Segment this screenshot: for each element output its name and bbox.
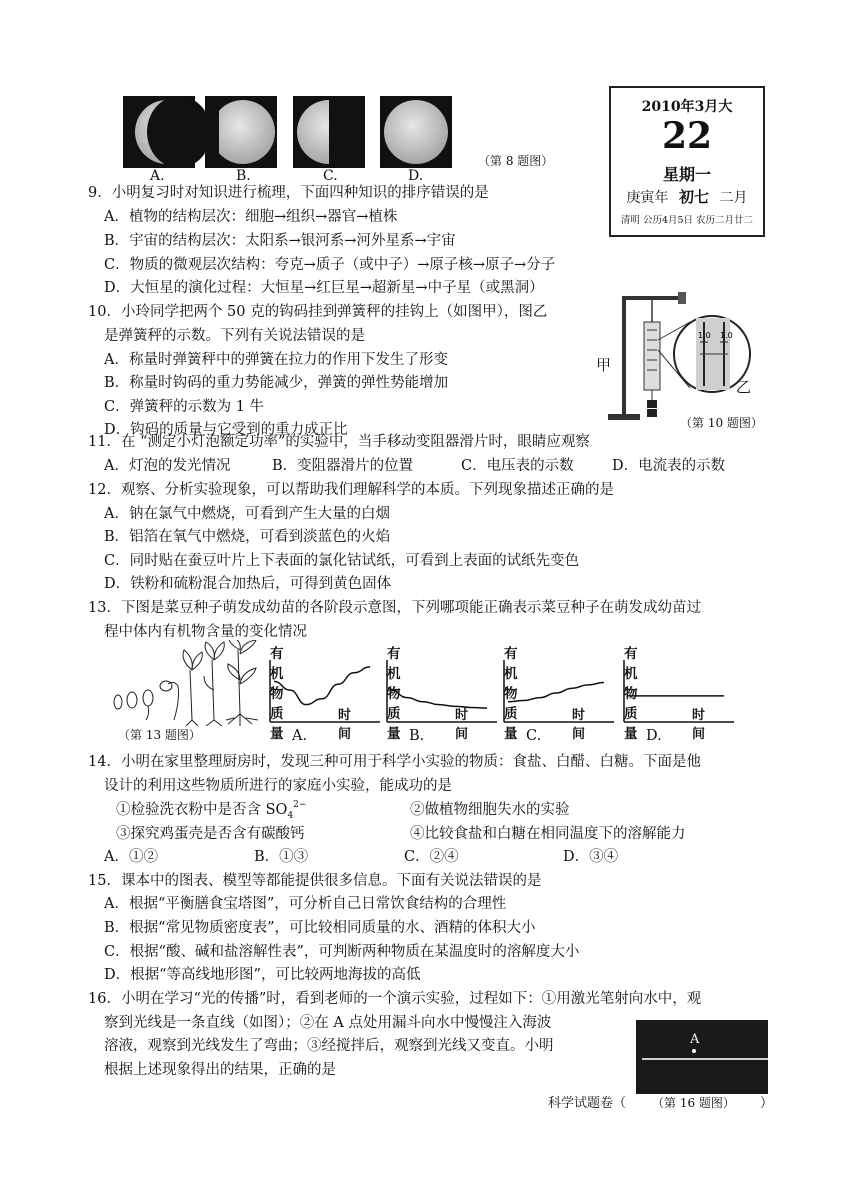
q15-option-c: C．根据“酸、碱和盐溶解性表”，可判断两种物质在某温度时的溶解度大小 bbox=[104, 944, 580, 960]
q12-option-d: D．铁粉和硫粉混合加热后，可得到黄色固体 bbox=[104, 576, 392, 592]
q14-option-b: B．①③ bbox=[254, 849, 309, 865]
point-a-dot bbox=[692, 1049, 696, 1053]
chart-plot bbox=[385, 660, 505, 746]
chart-plot bbox=[268, 660, 388, 746]
q14-item-3: ③探究鸡蛋壳是否含有碳酸钙 bbox=[116, 826, 305, 842]
series-line bbox=[508, 683, 604, 702]
chart-option-letter: C. bbox=[526, 728, 542, 744]
q14-item-2: ②做植物细胞失水的实验 bbox=[410, 802, 570, 818]
chart-ylabel: 有机物质量 bbox=[270, 646, 284, 742]
seedling-figure bbox=[108, 640, 264, 726]
chart-xlabel: 时间 bbox=[572, 708, 586, 742]
scale-mark-right: 1.0 bbox=[720, 331, 733, 340]
calendar-lunar-month: 二月 bbox=[719, 190, 748, 206]
q11-option-a: A．灯泡的发光情况 bbox=[104, 458, 231, 474]
scale-mark-left: 1.0 bbox=[698, 331, 711, 340]
footer-text: 科学试题卷（ bbox=[548, 1096, 627, 1111]
q14-item-1-text: ①检验洗衣粉中是否含 SO bbox=[116, 802, 288, 818]
laser-photo bbox=[636, 1020, 768, 1094]
seedling-drawing bbox=[108, 640, 264, 726]
calendar-footer: 清明 公历4月5日 农历二月廿二 bbox=[620, 215, 754, 226]
footer-end: ） bbox=[760, 1096, 774, 1111]
q9-option-d: D．大恒星的演化过程：大恒星→红巨星→超新星→中子星（或黑洞） bbox=[104, 280, 544, 296]
q11-option-d: D．电流表的示数 bbox=[612, 458, 726, 474]
q14-option-a: A．①② bbox=[104, 849, 158, 865]
q10-stem-2: 是弹簧秤的示数。下列有关说法错误的是 bbox=[104, 328, 365, 344]
q12-option-c: C．同时贴在蚕豆叶片上下表面的氯化钴试纸，可看到上表面的试纸先变色 bbox=[104, 553, 580, 569]
spring-scale-figure bbox=[592, 292, 772, 432]
moon-phase-b bbox=[205, 96, 277, 168]
moon-label-c: C. bbox=[323, 168, 338, 184]
chart-option-letter: B. bbox=[409, 728, 425, 744]
q10-option-a: A．称量时弹簧秤中的弹簧在拉力的作用下发生了形变 bbox=[104, 352, 448, 368]
moon-label-b: B. bbox=[236, 168, 251, 184]
q15-option-a: A．根据“平衡膳食宝塔图”，可分析自己日常饮食结构的合理性 bbox=[104, 896, 507, 912]
laser-beam bbox=[642, 1058, 768, 1060]
q14-option-d: D．③④ bbox=[563, 849, 619, 865]
chart-option-letter: A. bbox=[292, 728, 308, 744]
calendar-lunar bbox=[611, 186, 763, 207]
q9-option-b: B．宇宙的结构层次：太阳系→银河系→河外星系→宇宙 bbox=[104, 233, 456, 249]
q10-stem-1: 10．小玲同学把两个 50 克的钩码挂到弹簧秤的挂钩上（如图甲），图乙 bbox=[88, 304, 548, 320]
fig16-caption: （第 16 题图） bbox=[652, 1096, 735, 1110]
chart-xlabel: 时间 bbox=[692, 708, 706, 742]
q14-item-1-sup: 2− bbox=[293, 800, 307, 810]
q14-item-4: ④比较食盐和白糖在相同温度下的溶解能力 bbox=[410, 826, 686, 842]
calendar-lunar-day: 初七 bbox=[678, 188, 709, 206]
series-line bbox=[391, 690, 487, 708]
calendar-card bbox=[609, 86, 765, 237]
chart-ylabel: 有机物质量 bbox=[504, 646, 518, 742]
q11-option-b: B．变阻器滑片的位置 bbox=[272, 458, 414, 474]
moon-phase-c bbox=[293, 96, 365, 168]
label-yi: 乙 bbox=[736, 378, 752, 396]
q15-option-d: D．根据“等高线地形图”，可比较两地海拔的高低 bbox=[104, 967, 421, 983]
q14-item-1 bbox=[116, 800, 306, 822]
q14-stem-1: 14．小明在家里整理厨房时，发现三种可用于科学小实验的物质：食盐、白醋、白糖。下面是他 bbox=[88, 754, 701, 770]
q15-stem: 15．课本中的图表、模型等都能提供很多信息。下面有关说法错误的是 bbox=[88, 873, 542, 889]
q14-option-c: C．②④ bbox=[404, 849, 459, 865]
q12-option-b: B．铝箔在氧气中燃烧，可看到淡蓝色的火焰 bbox=[104, 529, 391, 545]
calendar-lunar-year: 庚寅年 bbox=[626, 190, 669, 206]
chart-xlabel: 时间 bbox=[455, 708, 469, 742]
q15-option-b: B．根据“常见物质密度表”，可比较相同质量的水、酒精的体积大小 bbox=[104, 920, 536, 936]
chart-plot bbox=[622, 660, 742, 746]
moon-label-a: A. bbox=[150, 168, 165, 184]
q9-option-c: C．物质的微观层次结构：夸克→质子（或中子）→原子核→原子→分子 bbox=[104, 257, 556, 273]
moon-label-d: D. bbox=[408, 168, 424, 184]
chart-plot bbox=[502, 660, 622, 746]
q12-option-a: A．钠在氯气中燃烧，可看到产生大量的白烟 bbox=[104, 506, 390, 522]
q10-option-d: D．钩码的质量与它受到的重力成正比 bbox=[104, 422, 348, 438]
q10-option-b: B．称量时钩码的重力势能减少，弹簧的弹性势能增加 bbox=[104, 375, 449, 391]
q9-option-a: A．植物的结构层次：细胞→组织→器官→植株 bbox=[104, 209, 398, 225]
calendar-day: 22 bbox=[661, 115, 713, 157]
chart-ylabel: 有机物质量 bbox=[624, 646, 638, 742]
q16-line-4: 根据上述现象得出的结果，正确的是 bbox=[104, 1062, 336, 1078]
fig8-caption: （第 8 题图） bbox=[478, 154, 554, 168]
moon-phase-d bbox=[380, 96, 452, 168]
chart-option-letter: D. bbox=[646, 728, 662, 744]
q14-item-1-sub: 4 bbox=[287, 811, 294, 821]
q16-line-2: 察到光线是一条直线（如图）；②在 A 点处用漏斗向水中慢慢注入海波 bbox=[104, 1015, 552, 1031]
q16-line-1: 16．小明在学习“光的传播”时，看到老师的一个演示实验，过程如下：①用激光笔射向水中，观 bbox=[88, 991, 702, 1007]
q16-line-3: 溶液，观察到光线发生了弯曲；③经搅拌后，观察到光线又变直。小明 bbox=[104, 1038, 554, 1054]
q13-stem-2: 程中体内有机物含量的变化情况 bbox=[104, 624, 307, 640]
label-jia: 甲 bbox=[596, 356, 612, 374]
calendar-weekday: 星期一 bbox=[662, 165, 711, 184]
calendar-header: 2010年3月大 bbox=[641, 99, 733, 115]
q9-stem: 9．小明复习时对知识进行梳理，下面四种知识的排序错误的是 bbox=[88, 185, 489, 201]
point-a-label: A bbox=[690, 1032, 700, 1047]
spring-scale-drawing bbox=[592, 292, 772, 432]
q14-stem-2: 设计的利用这些物质所进行的家庭小实验，能成功的是 bbox=[104, 778, 452, 794]
q10-option-c: C．弹簧秤的示数为 1 牛 bbox=[104, 399, 265, 415]
fig10-caption: （第 10 题图） bbox=[680, 416, 763, 430]
chart-ylabel: 有机物质量 bbox=[387, 646, 401, 742]
q11-option-c: C．电压表的示数 bbox=[461, 458, 574, 474]
series-line bbox=[274, 667, 370, 705]
q13-stem-1: 13．下图是菜豆种子萌发成幼苗的各阶段示意图，下列哪项能正确表示菜豆种子在萌发成幼苗过 bbox=[88, 600, 701, 616]
fig13-caption: （第 13 题图） bbox=[118, 728, 201, 742]
chart-xlabel: 时间 bbox=[338, 708, 352, 742]
moon-phase-a bbox=[123, 96, 195, 168]
q12-stem: 12．观察、分析实验现象，可以帮助我们理解科学的本质。下列现象描述正确的是 bbox=[88, 482, 614, 498]
q11-stem: 11．在 “测定小灯泡额定功率”的实验中，当手移动变阻器滑片时，眼睛应观察 bbox=[88, 434, 590, 450]
